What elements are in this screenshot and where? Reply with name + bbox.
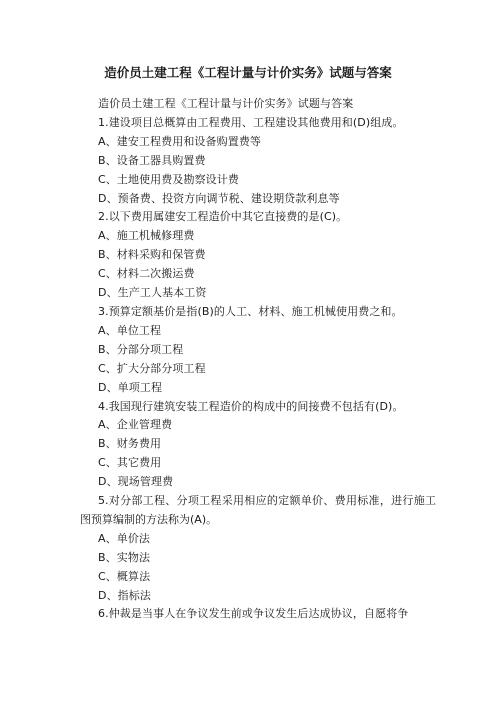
question-stem: 5.对分部工程、分项工程采用相应的定额单价、费用标准，进行施工图预算编制的方法称为(A)。: [80, 494, 436, 526]
question-stem: 1.建设项目总概算由工程费用、工程建设其他费用和(D)组成。: [98, 115, 404, 129]
question-option: C、扩大分部分项工程: [98, 361, 206, 375]
question-option: A、单价法: [98, 531, 151, 545]
question-option: A、施工机械修理费: [98, 229, 195, 243]
question-option: D、单项工程: [98, 380, 163, 394]
question-option: D、预备费、投资方向调节税、建设期贷款利息等: [98, 191, 340, 205]
question-stem: 3.预算定额基价是指(B)的人工、材料、施工机械使用费之和。: [98, 304, 403, 318]
question-option: D、现场管理费: [98, 475, 174, 489]
question-option: B、分部分项工程: [98, 342, 184, 356]
question-option: B、设备工器具购置费: [98, 153, 206, 167]
question-stem: 4.我国现行建筑安装工程造价的构成中的间接费不包括有(D)。: [98, 399, 404, 413]
question-option: A、单位工程: [98, 323, 162, 337]
question-stem: 2.以下费用属建安工程造价中其它直接费的是(C)。: [98, 210, 348, 224]
question-option: A、企业管理费: [98, 418, 173, 432]
question-option: A、建安工程费用和设备购置费等: [98, 134, 262, 148]
question-option: D、生产工人基本工资: [98, 286, 207, 300]
question-option: D、指标法: [98, 588, 151, 602]
document-title: 造价员土建工程《工程计量与计价实务》试题与答案: [104, 65, 392, 80]
document-subtitle: 造价员土建工程《工程计量与计价实务》试题与答案: [98, 97, 354, 110]
question-stem: 6.仲裁是当事人在争议发生前或争议发生后达成协议，自愿将争: [98, 607, 409, 621]
question-option: B、财务费用: [98, 437, 162, 451]
question-option: C、概算法: [98, 569, 151, 583]
question-option: B、材料采购和保管费: [98, 248, 206, 262]
question-option: C、其它费用: [98, 456, 162, 470]
question-option: C、材料二次搬运费: [98, 267, 195, 281]
question-option: C、土地使用费及勘察设计费: [98, 172, 239, 186]
document-body: [80, 95, 436, 624]
question-option: B、实物法: [98, 550, 151, 564]
